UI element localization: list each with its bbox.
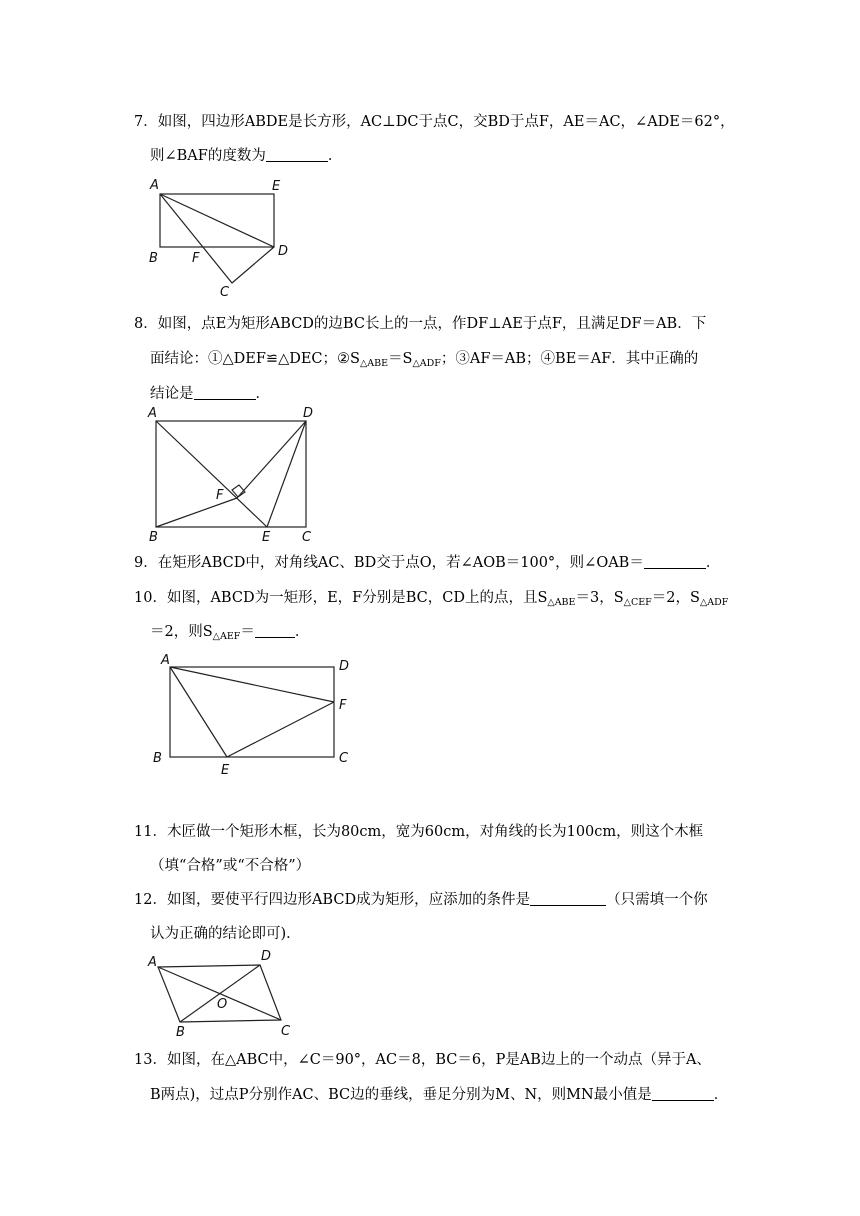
q10-line-EF: [227, 702, 334, 757]
q7-answer-blank[interactable]: [266, 147, 328, 162]
q9-answer-blank[interactable]: [644, 554, 706, 569]
q8-label-A: A: [148, 406, 157, 421]
q10-label-B: B: [153, 751, 162, 766]
q7-line2: 则∠BAF的度数为 ．: [150, 148, 343, 164]
q11-line1: 11．木匠做一个矩形木框，长为80cm，宽为60cm，对角线的长为100cm，则这个木框: [134, 824, 704, 840]
q7-label-B: B: [149, 251, 158, 266]
q10-label-A: A: [161, 653, 170, 668]
q8-line-BF: [156, 498, 237, 527]
q7-label-A: A: [150, 178, 159, 193]
q8-label-D: D: [303, 406, 314, 421]
q7-label-E: E: [272, 179, 281, 194]
q12-label-O: O: [217, 997, 228, 1012]
q8-rectangle: [156, 421, 306, 527]
q10-line2: ＝2，则$S_{\triangle AEF}=$ ．: [150, 624, 310, 642]
q12-line2: 认为正确的结论即可)．: [150, 926, 301, 942]
q12-diagonal-BD: [180, 965, 260, 1022]
q8-label-E: E: [262, 530, 271, 544]
q13-line1: 13．如图，在△ABC中，∠C＝90°，AC＝8，BC＝6，P是AB边上的一个动点（异于A、: [134, 1052, 711, 1068]
q10-label-E: E: [221, 763, 230, 778]
q10-line-AF: [170, 667, 334, 702]
q10-line1: 10．如图，ABCD为一矩形，E，F分别是BC，CD上的点，且$S_{\triangle ABE}=3$，$S_{\triangle CEF}=2$，$S_{\triangle ADF}$: [134, 590, 729, 608]
q13-answer-blank[interactable]: [652, 1086, 714, 1101]
q8-label-B: B: [149, 530, 158, 544]
q10-figure: [145, 648, 365, 782]
q10-label-C: C: [339, 751, 349, 766]
q10-line-AE: [170, 667, 227, 757]
q8-label-F: F: [216, 488, 224, 503]
q7-line-AD: [160, 194, 274, 247]
q12-label-C: C: [281, 1024, 291, 1038]
q7-label-F: F: [192, 251, 200, 266]
q12-line1: 12．如图，要使平行四边形ABCD成为矩形，应添加的条件是 （只需填一个你: [134, 892, 708, 908]
q12-figure: [140, 946, 310, 1042]
q8-line1: 8．如图，点E为矩形ABCD的边BC长上的一点，作DF⊥AE于点F，且满足DF＝AB．下: [134, 316, 707, 332]
q12-answer-blank[interactable]: [530, 891, 606, 906]
q8-line-AE: [156, 421, 267, 527]
q12-label-A: A: [148, 955, 157, 970]
q8-line3: 结论是 ．: [150, 386, 270, 402]
q12-label-D: D: [261, 949, 272, 964]
q8-line-ED: [267, 421, 306, 527]
q12-label-B: B: [176, 1025, 185, 1038]
q10-label-F: F: [339, 698, 347, 713]
q7-label-D: D: [278, 244, 289, 259]
q8-line2: 面结论：①△DEF≌△DEC；$②S_{\triangle ABE}=S_{\triangle ADF}$；③AF＝AB；④BE＝AF．其中正确的: [150, 351, 699, 369]
q7-figure: [140, 172, 310, 306]
q13-line2: B两点)，过点P分别作AC、BC边的垂线，垂足分别为M、N，则MN最小值是 ．: [150, 1087, 729, 1103]
q8-answer-blank[interactable]: [194, 385, 256, 400]
q10-answer-blank[interactable]: [255, 623, 295, 638]
q7-label-C: C: [220, 285, 230, 300]
q8-line-FD: [237, 421, 306, 498]
q11-line2: （填“合格”或“不合格”）: [150, 858, 311, 874]
q7-line1: 7．如图，四边形ABDE是长方形，AC⊥DC于点C，交BD于点F，AE＝AC，∠ADE＝62°，: [134, 114, 735, 130]
q8-label-C: C: [302, 530, 312, 544]
q9-line: 9．在矩形ABCD中，对角线AC、BD交于点O，若∠AOB＝100°，则∠OAB＝ ．: [134, 555, 721, 571]
q10-label-D: D: [339, 659, 350, 674]
q8-figure: [140, 402, 330, 548]
